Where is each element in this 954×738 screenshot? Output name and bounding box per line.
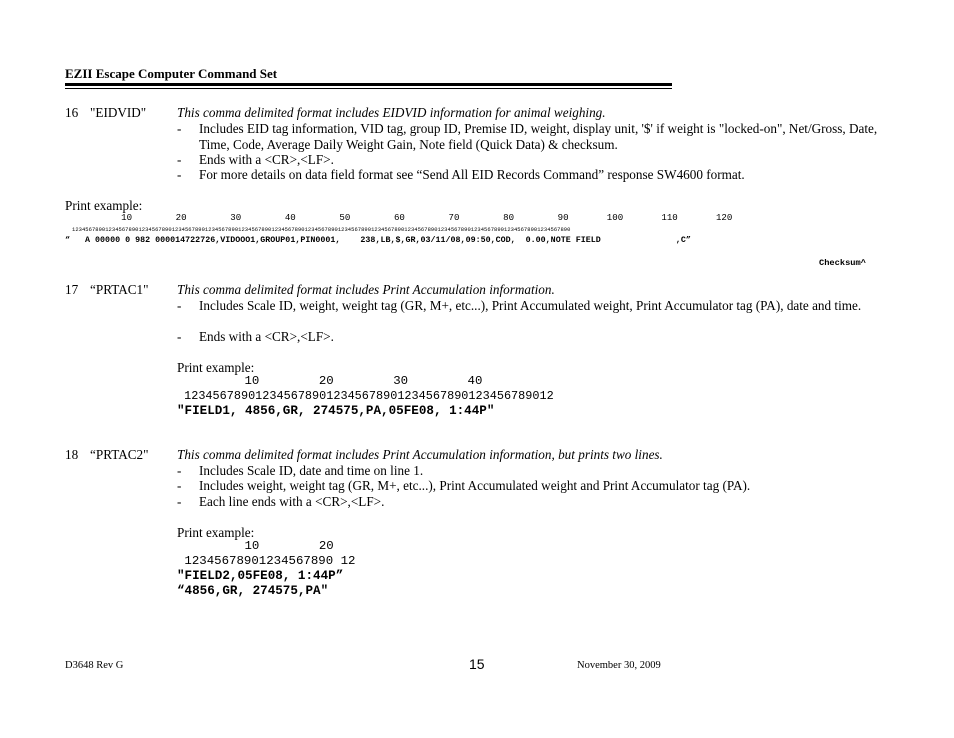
- section-18-name: “PRTAC2": [90, 447, 149, 462]
- section-16-ruler-tens: 10 20 30 40 50 60 70 80 90 100 110 120: [72, 212, 733, 223]
- section-16-name: "EIDVID": [90, 105, 147, 120]
- section-16-ruler-digits: 123456789012345678901234567890123456789012345678901234567890123456789012345678901234567890123456789012345678901234567890123456789012345678901234567890: [72, 226, 571, 233]
- footer-page-number: 15: [469, 656, 485, 672]
- section-16-number: 16: [65, 105, 79, 120]
- header-rule-thick: [65, 83, 672, 86]
- section-16-print-example-label: Print example:: [65, 198, 143, 213]
- section-16-description: This comma delimited format includes EIDVID information for animal weighing.: [177, 105, 606, 120]
- footer-date: November 30, 2009: [577, 660, 661, 671]
- section-18-print-example-label: Print example:: [177, 525, 255, 540]
- section-17-print-example-label: Print example:: [177, 360, 255, 375]
- section-17-name: “PRTAC1": [90, 282, 149, 297]
- section-17-number: 17: [65, 282, 79, 297]
- section-17-example-line: "FIELD1, 4856,GR, 274575,PA,05FE08, 1:44P": [177, 404, 495, 418]
- section-18-ruler-tens: 10 20: [185, 539, 334, 553]
- section-18-number: 18: [65, 447, 79, 462]
- document-header-title: EZII Escape Computer Command Set: [65, 66, 278, 81]
- section-17-ruler-tens: 10 20 30 40: [185, 374, 483, 388]
- section-17-description: This comma delimited format includes Print Accumulation information.: [177, 282, 555, 297]
- section-16-checksum-label: Checksum^: [819, 258, 866, 268]
- section-18-ruler-digits: 12345678901234567890 12: [177, 554, 356, 568]
- section-17-ruler-digits: 1234567890123456789012345678901234567890123456789012: [177, 389, 554, 403]
- footer-doc-id: D3648 Rev G: [65, 660, 124, 671]
- section-16-example-line: “ A 00000 0 982 000014722726,VIDOOO1,GROUP01,PIN0001, 238,LB,$,GR,03/11/08,09:50,COD, 0.00,NOTE FIELD ,C”: [65, 235, 691, 245]
- section-18-example-line-1: "FIELD2,05FE08, 1:44P”: [177, 569, 344, 583]
- section-18-example-line-2: “4856,GR, 274575,PA": [177, 584, 329, 598]
- section-18-description: This comma delimited format includes Print Accumulation information, but prints two lines.: [177, 447, 663, 462]
- header-rule-thin: [65, 88, 672, 89]
